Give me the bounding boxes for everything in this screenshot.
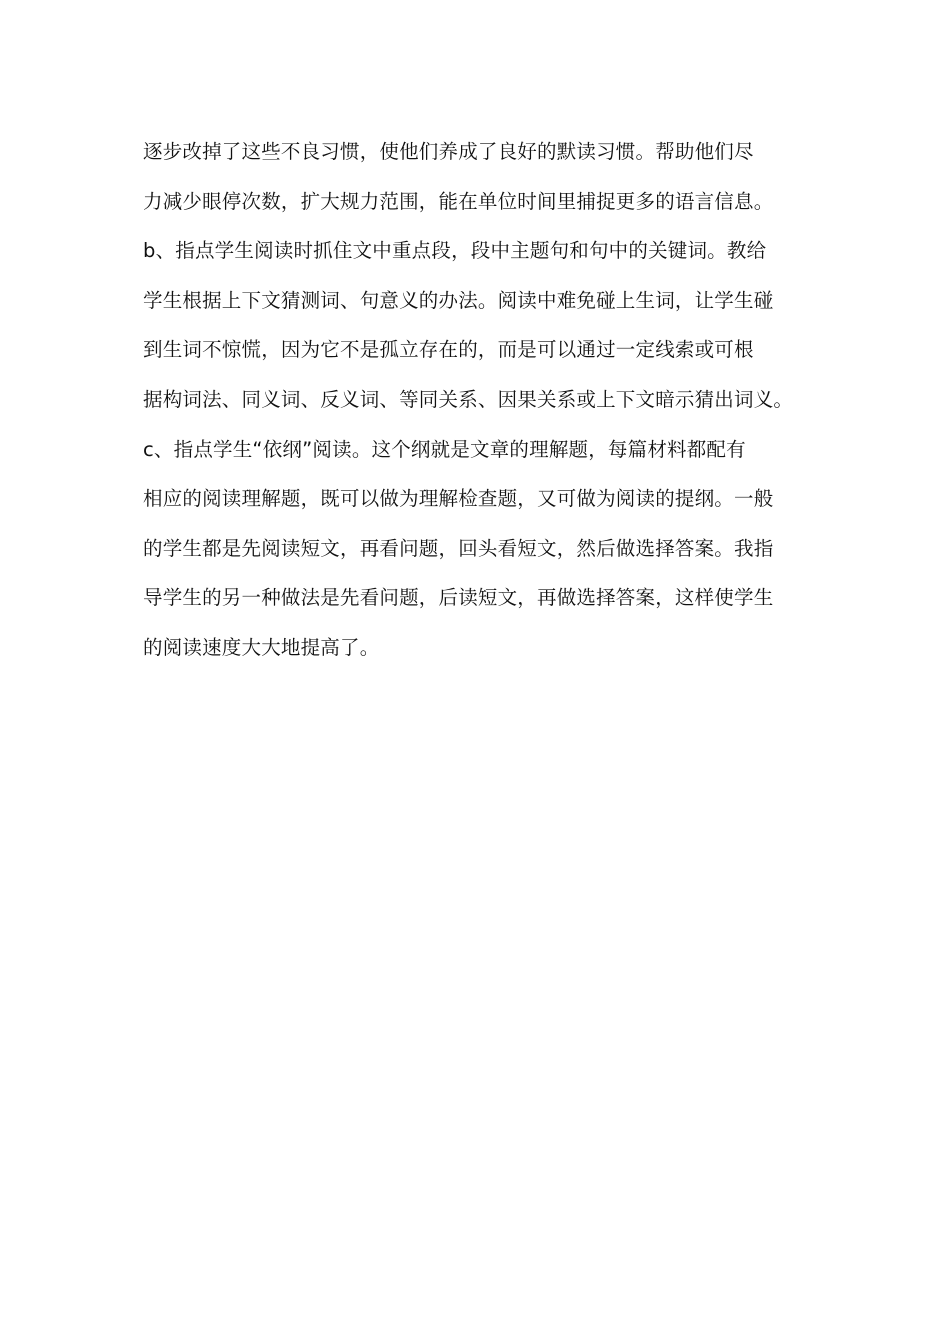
text-line: 据构词法、同义词、反义词、等同关系、因果关系或上下文暗示猜出词义。	[143, 387, 794, 411]
text-line: 相应的阅读理解题，既可以做为理解检查题，又可做为阅读的提纲。一般	[143, 487, 774, 511]
text-line: 的阅读速度大大地提高了。	[143, 635, 380, 659]
text-line: 导学生的另一种做法是先看问题，后读短文，再做选择答案，这样使学生	[143, 586, 774, 610]
text-line: 学生根据上下文猜测词、句意义的办法。阅读中难免碰上生词，让学生碰	[143, 288, 774, 312]
text-line: 的学生都是先阅读短文，再看问题，回头看短文，然后做选择答案。我指	[143, 536, 774, 560]
text-line: 力减少眼停次数，扩大规力范围，能在单位时间里捕捉更多的语言信息。	[143, 189, 774, 213]
text-line: b、指点学生阅读时抓住文中重点段，段中主题句和句中的关键词。教给	[143, 239, 767, 263]
text-line: 逐步改掉了这些不良习惯，使他们养成了良好的默读习惯。帮助他们尽	[143, 140, 754, 163]
body-text	[143, 127, 823, 673]
text-line: c、指点学生“依纲”阅读。这个纲就是文章的理解题，每篇材料都配有	[143, 437, 746, 461]
text-line: 到生词不惊慌，因为它不是孤立存在的，而是可以通过一定线索或可根	[143, 338, 754, 362]
